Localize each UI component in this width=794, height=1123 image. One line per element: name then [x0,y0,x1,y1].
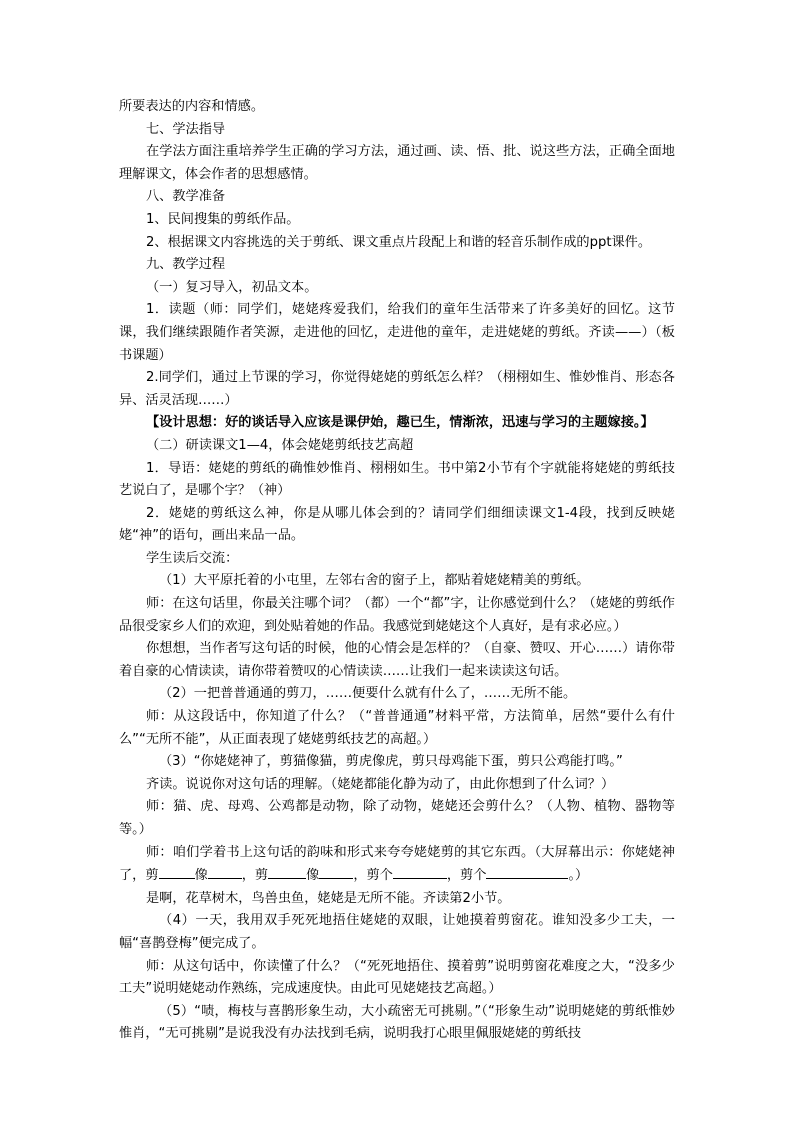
list-item: 1、民间搜集的剪纸作品。 [146,211,300,227]
fill-in-text: 像 [306,868,320,884]
blank-line [159,864,195,879]
fill-in-text: ，剪 [241,868,269,884]
paragraph: 在学法方面注重培养学生正确的学习方法，通过画、读、悟、批、说这些方法，正确全面地理解课文，体会作者的思想感情。 [119,144,675,182]
quote-item: （5）“啧，梅枝与喜鹊形象生动，大小疏密无可挑剔。”（“形象生动”说明姥姥的剪纸惟妙惟肖，“无可挑剔”是说我没有办法找到毛病，说明我打心眼里佩服姥姥的剪纸技 [119,1003,675,1042]
paragraph: 1．读题（师：同学们，姥姥疼爱我们，给我们的童年生活带来了许多美好的回忆。这节课，我们继续跟随作者笑源，走进他的回忆，走进他的童年，走进姥姥的剪纸。齐读——）（板书课题） [119,302,675,363]
list-item: 2、根据课文内容挑选的关于剪纸、课文重点片段配上和谐的轻音乐制作成的ppt课件。 [146,234,652,250]
fill-in-text: ，剪个 [446,868,487,884]
section-heading: 八、教学准备 [146,189,226,205]
subsection-heading: （一）复习导入，初品文本。 [146,279,318,295]
section-heading: 九、教学过程 [146,257,226,273]
blank-line [393,864,447,879]
paragraph: 1．导语：姥姥的剪纸的确惟妙惟肖、栩栩如生。书中第2小节有个字就能将姥姥的剪纸技艺说白了，是哪个字？（神） [119,460,675,499]
paragraph: 2.同学们，通过上节课的学习，你觉得姥姥的剪纸怎么样？（栩栩如生、惟妙惟肖、形态各异、活灵活现……） [119,370,675,408]
document-body [119,96,675,1046]
paragraph: 2．姥姥的剪纸这么神，你是从哪儿体会到的？请同学们细细读课文1-4段，找到反映姥姥“神”的语句，画出来品一品。 [119,505,675,544]
quote-item: （2）一把普普通通的剪刀，……便要什么就有什么了，……无所不能。 [159,686,577,702]
blank-line [486,864,568,879]
paragraph: 师：在这句话里，你最关注哪个词？（都）一个“都”字，让你感觉到什么？（姥姥的剪纸作品很受家乡人们的欢迎，到处贴着她的作品。我感觉到姥姥这个人真好，是有求必应。） [119,596,675,634]
paragraph: 学生读后交流： [146,550,239,566]
paragraph: 你想想，当作者写这句话的时候，他的心情会是怎样的？（自豪、赞叹、开心……）请你带着自豪的心情读读，请你带着赞叹的心情读读……让我们一起来读读这句话。 [119,641,675,679]
paragraph: 师：从这段话中，你知道了什么？（“普普通通”材料平常，方法简单，居然“要什么有什么”“无所不能”，从正面表现了姥姥剪纸技艺的高超。） [119,709,675,747]
paragraph: 所要表达的内容和情感。 [119,99,265,114]
fill-in-intro: 师：咱们学着书上这句话的韵味和形式来夸夸姥姥剪的其它东西。（大屏幕出示：你姥姥神了，剪 [119,844,675,884]
paragraph: 是啊，花草树木，鸟兽虫鱼，姥姥是无所不能。齐读第2小节。 [146,890,511,906]
fill-in-text: ，剪个 [353,868,393,884]
paragraph: 师：猫、虎、母鸡、公鸡都是动物，除了动物，姥姥还会剪什么？（人物、植物、器物等等。） [119,799,675,837]
quote-item: （4）一天，我用双手死死地捂住姥姥的双眼，让她摸着剪窗花。谁知没多少工夫，一幅“喜鹊登梅”便完成了。 [119,913,675,951]
design-note: 【设计思想：好的谈话导入应该是课伊始，趣已生，情渐浓，迅速与学习的主题嫁接。】 [146,415,654,431]
quote-item: （3）“你姥姥神了，剪猫像猫，剪虎像虎，剪只母鸡能下蛋，剪只公鸡能打鸣。” [159,754,623,770]
paragraph: 齐读。说说你对这句话的理解。（姥姥都能化静为动了，由此你想到了什么词？） [146,776,615,792]
section-heading: 七、学法指导 [146,121,226,137]
quote-item: （1）大平原托着的小屯里，左邻右舍的窗子上，都贴着姥姥精美的剪纸。 [159,573,590,589]
paragraph: 师：从这句话中，你读懂了什么？（“死死地捂住、摸着剪”说明剪窗花难度之大，“没多少工夫”说明姥姥动作熟练，完成速度快。由此可见姥姥技艺高超。） [119,958,675,997]
fill-in-paragraph [119,842,675,888]
fill-in-text: 像 [194,868,208,884]
blank-line [268,864,306,879]
subsection-heading: （二）研读课文1—4，体会姥姥剪纸技艺高超 [146,437,414,453]
fill-in-text: 。） [568,868,589,884]
blank-line [319,864,353,879]
blank-line [208,864,242,879]
